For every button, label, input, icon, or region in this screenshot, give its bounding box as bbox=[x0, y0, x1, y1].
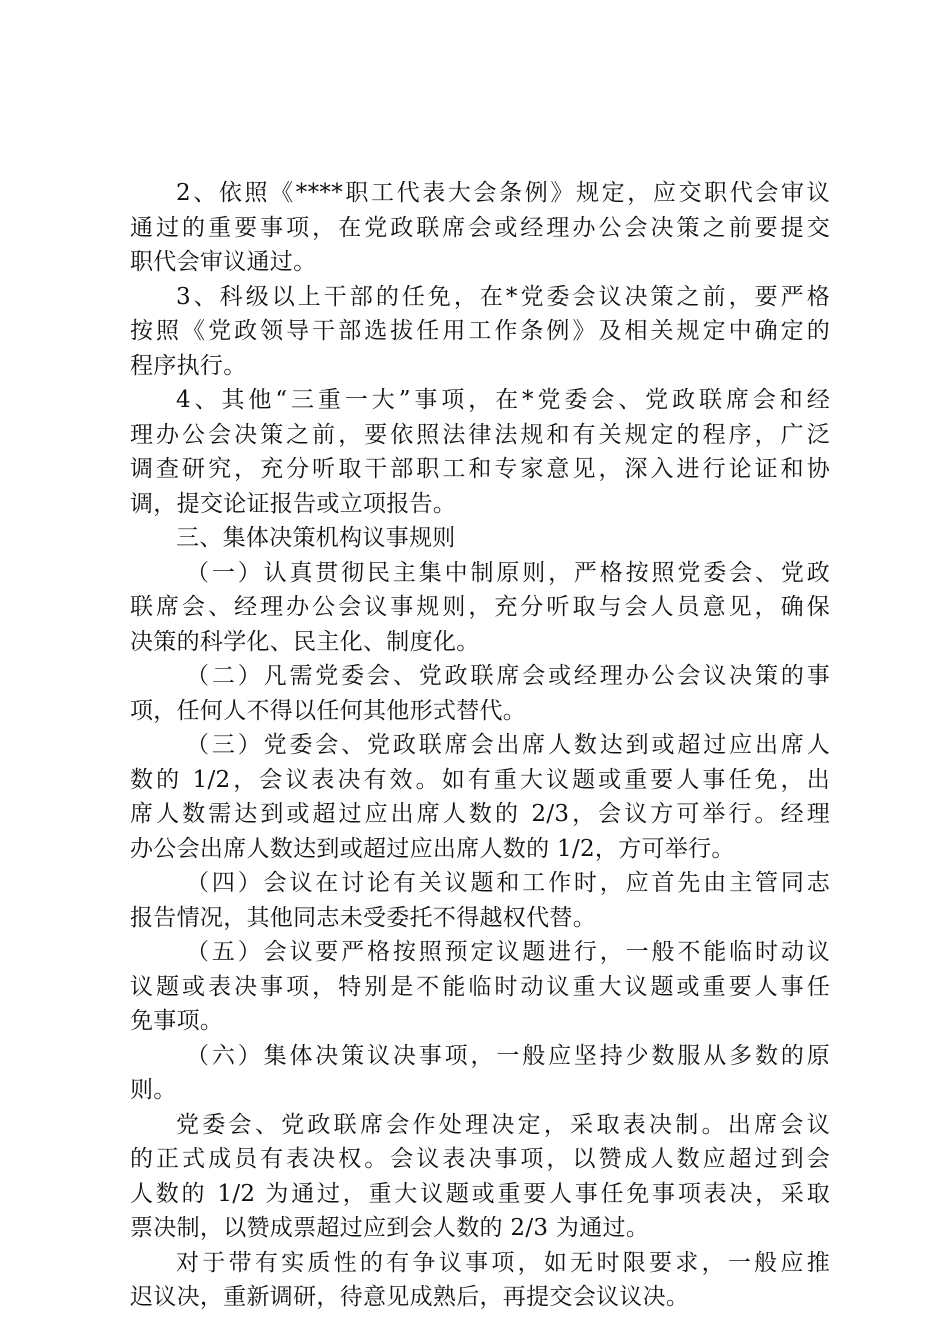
paragraph-line: 2、依照《****职工代表大会条例》规定，应交职代会审议 bbox=[176, 180, 830, 206]
paragraph-p3 bbox=[130, 383, 830, 521]
paragraph-line: （四）会议在讨论有关议题和工作时，应首先由主管同志 bbox=[186, 870, 830, 896]
paragraph-line: （六）集体决策议决事项，一般应坚持少数服从多数的原 bbox=[186, 1042, 830, 1069]
paragraph-line: 职代会审议通过。 bbox=[130, 249, 317, 275]
paragraph-line: 决策的科学化、民主化、制度化。 bbox=[130, 628, 480, 655]
paragraph-p1 bbox=[130, 176, 830, 280]
paragraph-line: 项，任何人不得以任何其他形式替代。 bbox=[130, 697, 527, 724]
paragraph-line: 票决制，以赞成票超过应到会人数的 2/3 为通过。 bbox=[130, 1215, 650, 1241]
paragraph-line: 则。 bbox=[130, 1077, 177, 1103]
paragraph-p7 bbox=[130, 728, 830, 866]
paragraph-line: （五）会议要严格按照预定议题进行，一般不能临时动议 bbox=[186, 939, 830, 965]
paragraph-line: 调查研究，充分听取干部职工和专家意见，深入进行论证和协 bbox=[130, 456, 830, 482]
paragraph-p6 bbox=[130, 659, 830, 728]
paragraph-line: 理办公会决策之前，要依照法律法规和有关规定的程序，广泛 bbox=[130, 421, 830, 448]
paragraph-line: 免事项。 bbox=[130, 1008, 224, 1034]
paragraph-line: 联席会、经理办公会议事规则，充分听取与会人员意见，确保 bbox=[130, 594, 830, 620]
paragraph-line: 党委会、党政联席会作处理决定，采取表决制。出席会议 bbox=[176, 1111, 830, 1138]
paragraph-p10 bbox=[130, 1039, 830, 1108]
paragraph-line: 三、集体决策机构议事规则 bbox=[176, 525, 456, 551]
paragraph-p4 bbox=[130, 521, 830, 556]
paragraph-line: （三）党委会、党政联席会出席人数达到或超过应出席人 bbox=[186, 732, 830, 758]
paragraph-line: 对于带有实质性的有争议事项，如无时限要求，一般应推 bbox=[176, 1249, 830, 1276]
paragraph-line: 按照《党政领导干部选拔任用工作条例》及相关规定中确定的 bbox=[130, 318, 830, 344]
paragraph-line: 3、科级以上干部的任免，在*党委会议决策之前，要严格 bbox=[176, 283, 830, 310]
paragraph-p5 bbox=[130, 556, 830, 660]
paragraph-line: 通过的重要事项，在党政联席会或经理办公会决策之前要提交 bbox=[130, 214, 830, 241]
paragraph-line: 数的 1/2，会议表决有效。如有重大议题或重要人事任免，出 bbox=[130, 766, 830, 793]
paragraph-line: 调，提交论证报告或立项报告。 bbox=[130, 490, 457, 517]
paragraph-line: 席人数需达到或超过应出席人数的 2/3，会议方可举行。经理 bbox=[130, 801, 830, 827]
document-page bbox=[130, 176, 830, 1315]
paragraph-line: （一）认真贯彻民主集中制原则，严格按照党委会、党政 bbox=[186, 559, 830, 586]
paragraph-p11 bbox=[130, 1108, 830, 1246]
paragraph-p2 bbox=[130, 280, 830, 384]
paragraph-line: 办公会出席人数达到或超过应出席人数的 1/2，方可举行。 bbox=[130, 835, 735, 862]
paragraph-line: 迟议决，重新调研，待意见成熟后，再提交会议议决。 bbox=[130, 1284, 690, 1310]
paragraph-line: 4、其他“三重一大”事项，在*党委会、党政联席会和经 bbox=[176, 387, 830, 413]
paragraph-line: 议题或表决事项，特别是不能临时动议重大议题或重要人事任 bbox=[130, 973, 830, 1000]
paragraph-line: 的正式成员有表决权。会议表决事项，以赞成人数应超过到会 bbox=[130, 1146, 830, 1172]
paragraph-p12 bbox=[130, 1246, 830, 1315]
paragraph-line: 报告情况，其他同志未受委托不得越权代替。 bbox=[130, 904, 596, 931]
paragraph-line: （二）凡需党委会、党政联席会或经理办公会议决策的事 bbox=[186, 663, 830, 689]
paragraph-line: 程序执行。 bbox=[130, 352, 247, 379]
paragraph-line: 人数的 1/2 为通过，重大议题或重要人事任免事项表决，采取 bbox=[130, 1180, 830, 1207]
paragraph-p8 bbox=[130, 866, 830, 935]
paragraph-p9 bbox=[130, 935, 830, 1039]
